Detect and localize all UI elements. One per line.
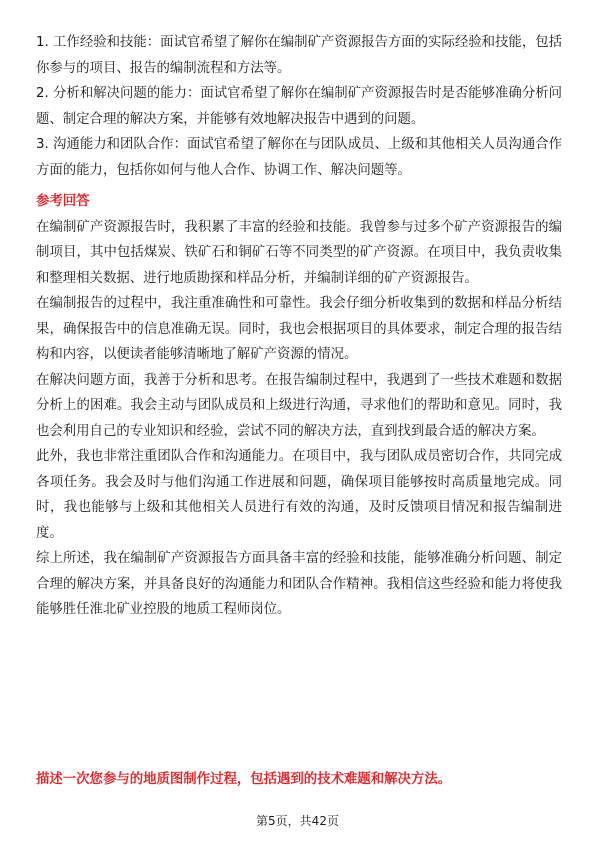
answer-paragraph-experience: 在编制矿产资源报告时，我积累了丰富的经验和技能。我曾参与过多个矿产资源报告的编制项目，其中包括煤炭、铁矿石和铜矿石等不同类型的矿产资源。在项目中，我负责收集和整理相关数据、进行地质勘探和样品分析，并编制详细的矿产资源报告。 xyxy=(36,219,562,286)
answer-paragraph-problem-solving: 在解决问题方面，我善于分析和思考。在报告编制过程中，我遇到了一些技术难题和数据分析上的困难。我会主动与团队成员和上级进行沟通，寻求他们的帮助和意见。同时，我也会利用自己的专业知识和经验，尝试不同的解决方法，直到找到最合适的解决方案。 xyxy=(36,372,562,439)
answer-heading: 参考回答 xyxy=(36,194,90,209)
point-work-experience: 1. 工作经验和技能：面试官希望了解你在编制矿产资源报告方面的实际经验和技能，包括你参与的项目、报告的编制流程和方法等。 xyxy=(36,35,562,76)
answer-paragraph-summary: 综上所述，我在编制矿产资源报告方面具备丰富的经验和技能，能够准确分析问题、制定合理的解决方案，并具备良好的沟通能力和团队合作精神。我相信这些经验和能力将使我能够胜任淮北矿业控股的地质工程师岗位。 xyxy=(36,551,562,617)
point-problem-solving: 2. 分析和解决问题的能力：面试官希望了解你在编制矿产资源报告时是否能够准确分析问题、制定合理的解决方案，并能够有效地解决报告中遇到的问题。 xyxy=(36,86,562,127)
next-question-block xyxy=(36,767,562,793)
answer-paragraph-accuracy: 在编制报告的过程中，我注重准确性和可靠性。我会仔细分析收集到的数据和样品分析结果，确保报告中的信息准确无误。同时，我也会根据项目的具体要求，制定合理的报告结构和内容，以便读者能够清晰地了解矿产资源的情况。 xyxy=(36,296,562,362)
document-body xyxy=(36,30,562,623)
point-communication: 3. 沟通能力和团队合作：面试官希望了解你在与团队成员、上级和其他相关人员沟通合作方面的能力，包括你如何与他人合作、协调工作、解决问题等。 xyxy=(36,137,562,178)
next-question: 描述一次您参与的地质图制作过程，包括遇到的技术难题和解决方法。 xyxy=(36,772,452,787)
page-footer: 第5页，共42页 xyxy=(256,814,339,828)
answer-paragraph-teamwork: 此外，我也非常注重团队合作和沟通能力。在项目中，我与团队成员密切合作，共同完成各项任务。我会及时与他们沟通工作进展和问题，确保项目能够按时高质量地完成。同时，我也能够与上级和其他相关人员进行有效的沟通，及时反馈项目情况和报告编制进度。 xyxy=(36,449,562,541)
